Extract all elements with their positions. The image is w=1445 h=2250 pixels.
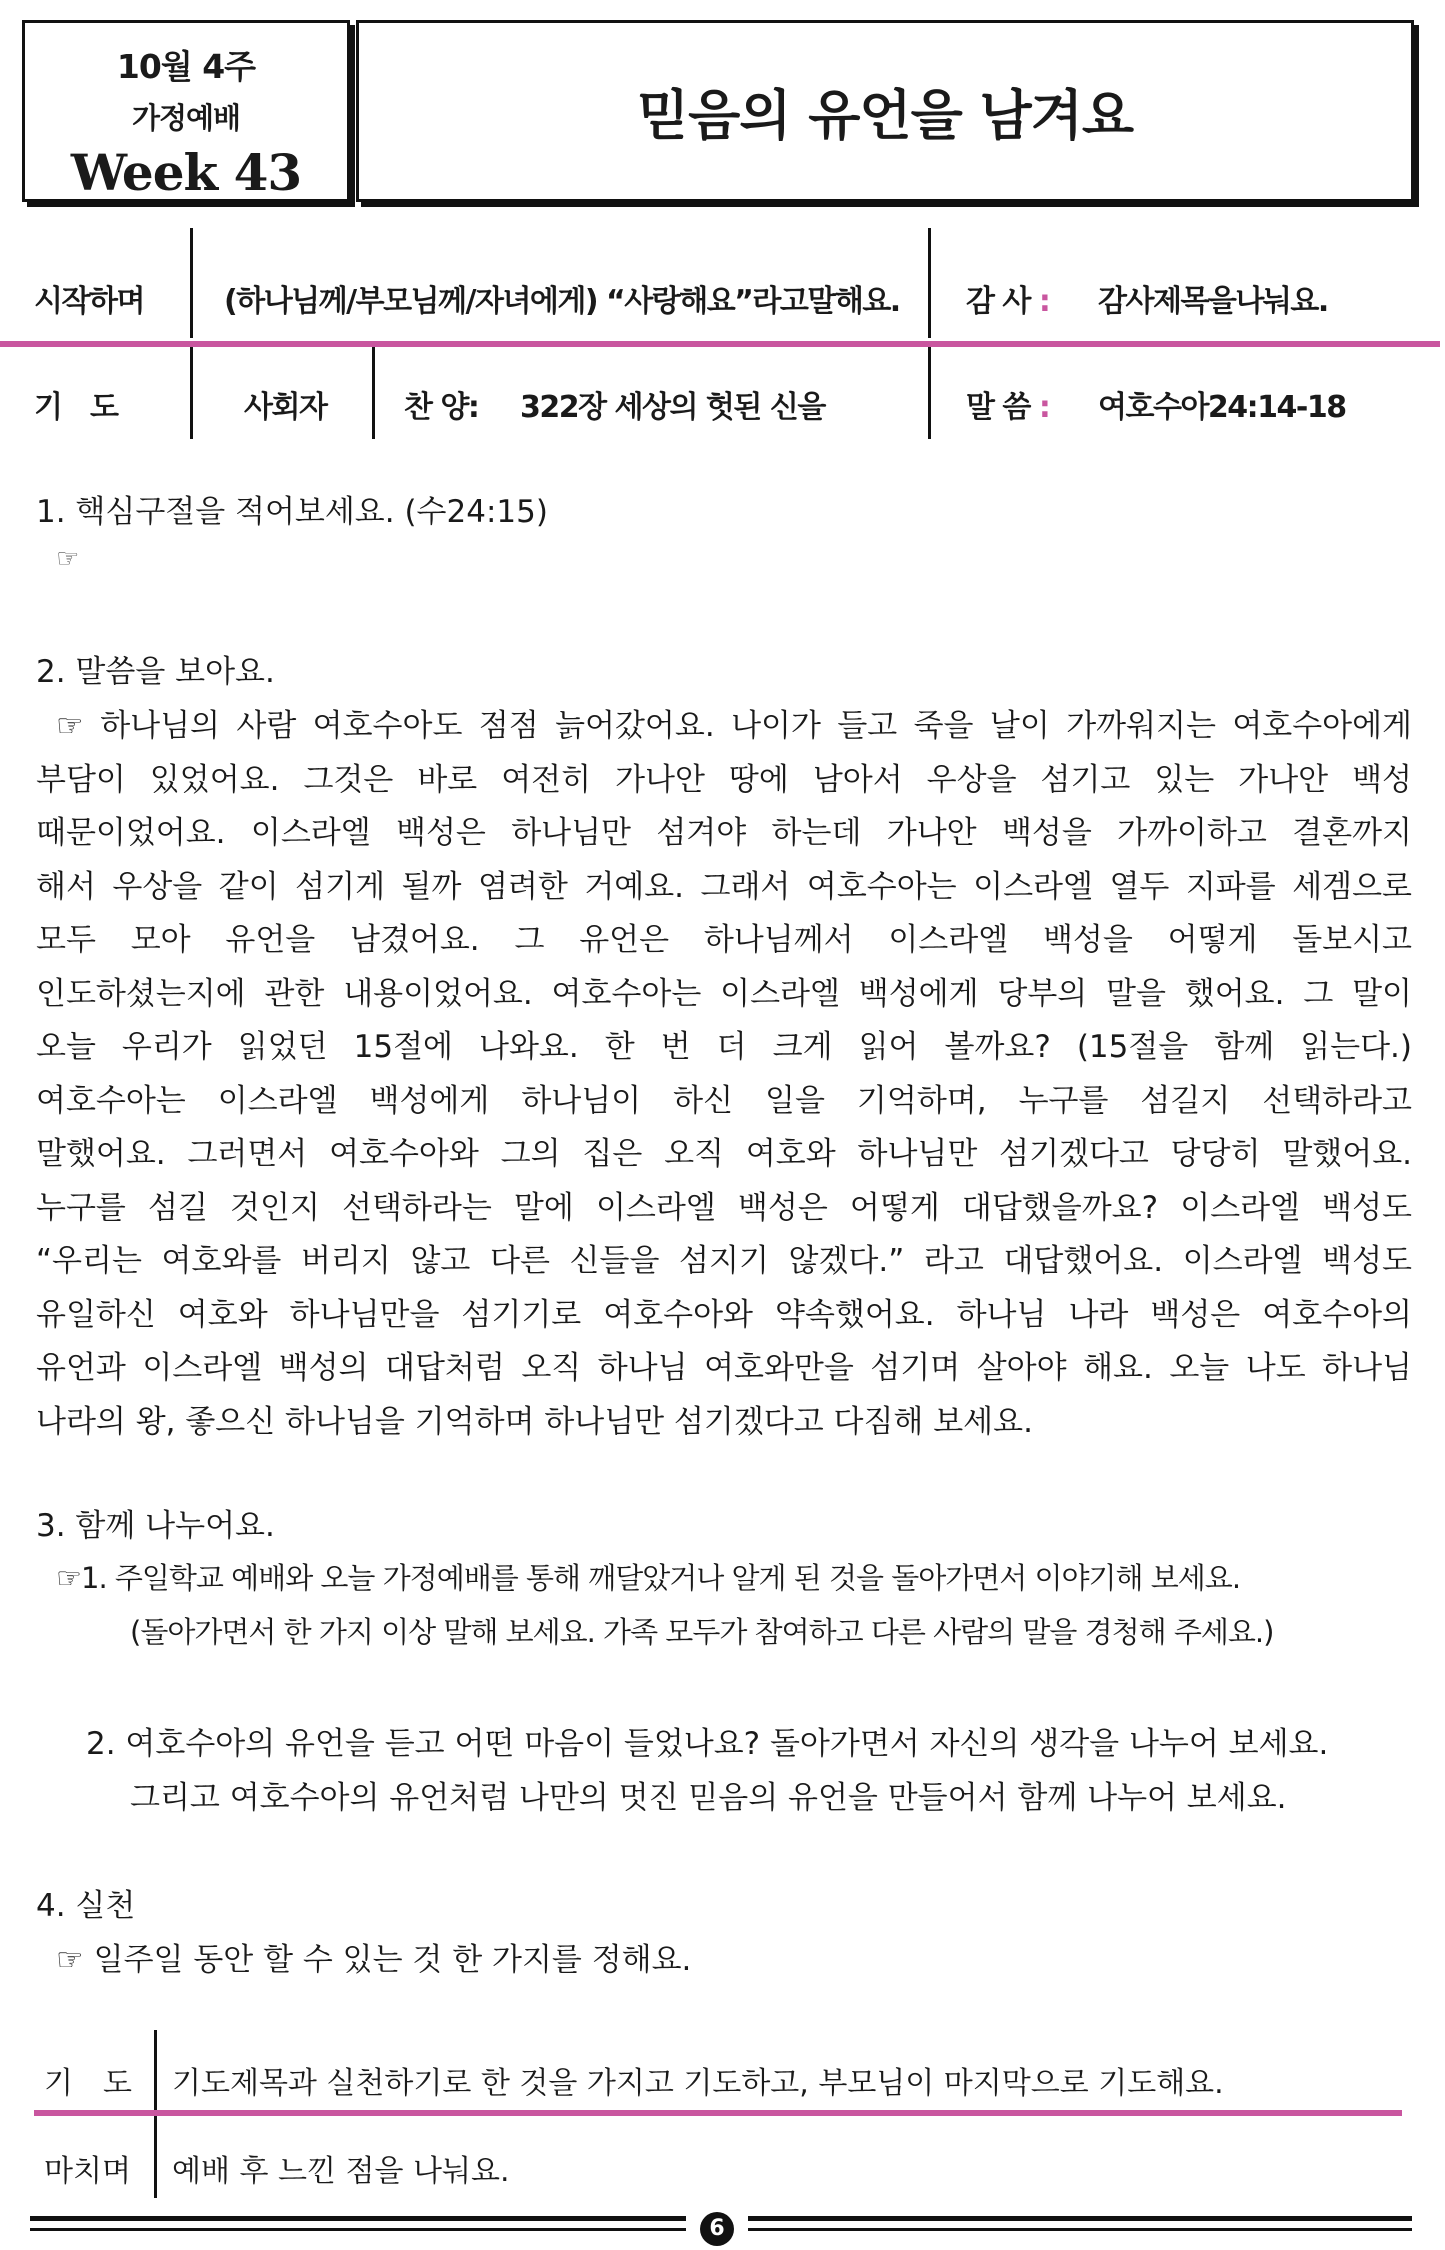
info-divider	[190, 347, 193, 439]
leader-label: 사회자	[244, 390, 327, 425]
body-line: 때문이었어요. 이스라엘 백성은 하나님만 섬겨야 하는데 가나안 백성을 가까이하고 결혼까지	[36, 815, 1412, 851]
section2-heading: 2. 말씀을 보아요.	[36, 654, 275, 690]
hymn-label: 찬 양:	[404, 390, 479, 425]
word-text: 여호수아24:14-18	[1098, 390, 1346, 425]
info-divider	[190, 228, 193, 338]
closing-end-label: 마치며	[44, 2154, 131, 2189]
closing-prayer-label: 기 도	[44, 2066, 132, 2101]
prayer-label: 기 도	[34, 390, 118, 425]
hymn-text: 322장 세상의 헛된 신을	[520, 390, 825, 425]
body-line: 누구를 섬길 것인지 선택하라는 말에 이스라엘 백성은 어떻게 대답했을까요? 이스라엘 백성도	[36, 1189, 1412, 1226]
closing-divider	[154, 2116, 157, 2198]
section4-heading: 4. 실천	[36, 1888, 136, 1924]
footer-rule-right	[748, 2216, 1412, 2221]
body-line: 유일하신 여호와 하나님만을 섬기기로 여호수아와 약속했어요. 하나님 나라 백성은 여호수아의	[36, 1296, 1412, 1333]
thanks-text: 감사제목을나눠요.	[1098, 284, 1328, 319]
footer-rule-left-thin	[30, 2228, 686, 2231]
start-label: 시작하며	[34, 284, 144, 319]
body-line: 유언과 이스라엘 백성의 대답처럼 오직 하나님 여호와만을 섬기며 살아야 해요. 오늘 나도 하나님	[36, 1350, 1412, 1386]
word-label-text: 말 씀	[966, 390, 1030, 425]
section3-heading: 3. 함께 나누어요.	[36, 1508, 275, 1544]
pink-divider	[0, 341, 1440, 347]
info-divider	[928, 347, 931, 439]
body-line: 오늘 우리가 읽었던 15절에 나와요. 한 번 더 크게 읽어 볼까요? (15절을 함께 읽는다.)	[36, 1029, 1412, 1065]
pink-divider	[34, 2110, 1402, 2116]
question1-line1: ☞1. 주일학교 예배와 오늘 가정예배를 통해 깨달았거나 알게 된 것을 돌아가면서 이야기해 보세요.	[56, 1561, 1241, 1595]
pointing-hand-icon: ☞	[56, 544, 80, 574]
footer-rule-right-thin	[748, 2228, 1412, 2231]
closing-divider	[154, 2030, 157, 2110]
section1-heading: 1. 핵심구절을 적어보세요. (수24:15)	[36, 494, 548, 530]
date-label: 10월 4주	[116, 47, 256, 86]
closing-end-text: 예배 후 느낀 점을 나눠요.	[172, 2154, 510, 2189]
body-line: 인도하셨는지에 관한 내용이었어요. 여호수아는 이스라엘 백성에게 당부의 말을 했어요. 그 말이	[36, 975, 1412, 1012]
body-line: ☞ 하나님의 사람 여호수아도 점점 늙어갔어요. 나이가 들고 죽을 날이 가까워지는 여호수아에게	[56, 708, 1412, 744]
body-line: 모두 모아 유언을 남겼어요. 그 유언은 하나님께서 이스라엘 백성을 어떻게 돌보시고	[36, 922, 1412, 958]
word-label	[966, 382, 1049, 426]
thanks-colon: :	[1038, 284, 1050, 319]
start-text: (하나님께/부모님께/자녀에게) “사랑해요”라고말해요.	[224, 284, 900, 319]
body-line: 여호수아는 이스라엘 백성에게 하나님이 하신 일을 기억하며, 누구를 섬길지 선택하라고	[36, 1082, 1412, 1119]
body-line: “우리는 여호와를 버리지 않고 다른 신들을 섬지기 않겠다.” 라고 대답했어요. 이스라엘 백성도	[36, 1243, 1412, 1279]
footer-rule-left	[30, 2216, 686, 2221]
question2-line1: 2. 여호수아의 유언을 듣고 어떤 마음이 들었나요? 돌아가면서 자신의 생각을 나누어 보세요.	[86, 1726, 1329, 1762]
closing-prayer-text: 기도제목과 실천하기로 한 것을 가지고 기도하고, 부모님이 마지막으로 기도해요.	[172, 2066, 1224, 2101]
worship-type-label: 가정예배	[131, 101, 241, 135]
info-divider	[372, 347, 375, 439]
practice-text: ☞ 일주일 동안 할 수 있는 것 한 가지를 정해요.	[56, 1942, 692, 1978]
body-line: 부담이 있었어요. 그것은 바로 여전히 가나안 땅에 남아서 우상을 섬기고 있는 가나안 백성	[36, 761, 1412, 798]
question2-line2: 그리고 여호수아의 유언처럼 나만의 멋진 믿음의 유언을 만들어서 함께 나누어 보세요.	[130, 1780, 1287, 1816]
title-box	[356, 20, 1414, 202]
week-info-box	[22, 20, 350, 202]
body-line: 말했어요. 그러면서 여호수아와 그의 집은 오직 여호와 하나님만 섬기겠다고 당당히 말했어요.	[36, 1136, 1412, 1172]
body-line: 나라의 왕, 좋으신 하나님을 기억하며 하나님만 섬기겠다고 다짐해 보세요.	[36, 1403, 1033, 1440]
word-colon: :	[1038, 390, 1050, 425]
body-line: 해서 우상을 같이 섬기게 될까 염려한 거예요. 그래서 여호수아는 이스라엘 열두 지파를 세겜으로	[36, 868, 1412, 905]
thanks-label	[966, 276, 1049, 320]
thanks-label-text: 감 사	[966, 284, 1030, 319]
question1-line2: (돌아가면서 한 가지 이상 말해 보세요. 가족 모두가 참여하고 다른 사람의 말을 경청해 주세요.)	[130, 1615, 1274, 1649]
page-number: 6	[700, 2212, 734, 2246]
page-title: 믿음의 유언을 남겨요	[636, 83, 1134, 147]
week-number: Week 43	[70, 143, 302, 202]
info-divider	[928, 228, 931, 338]
